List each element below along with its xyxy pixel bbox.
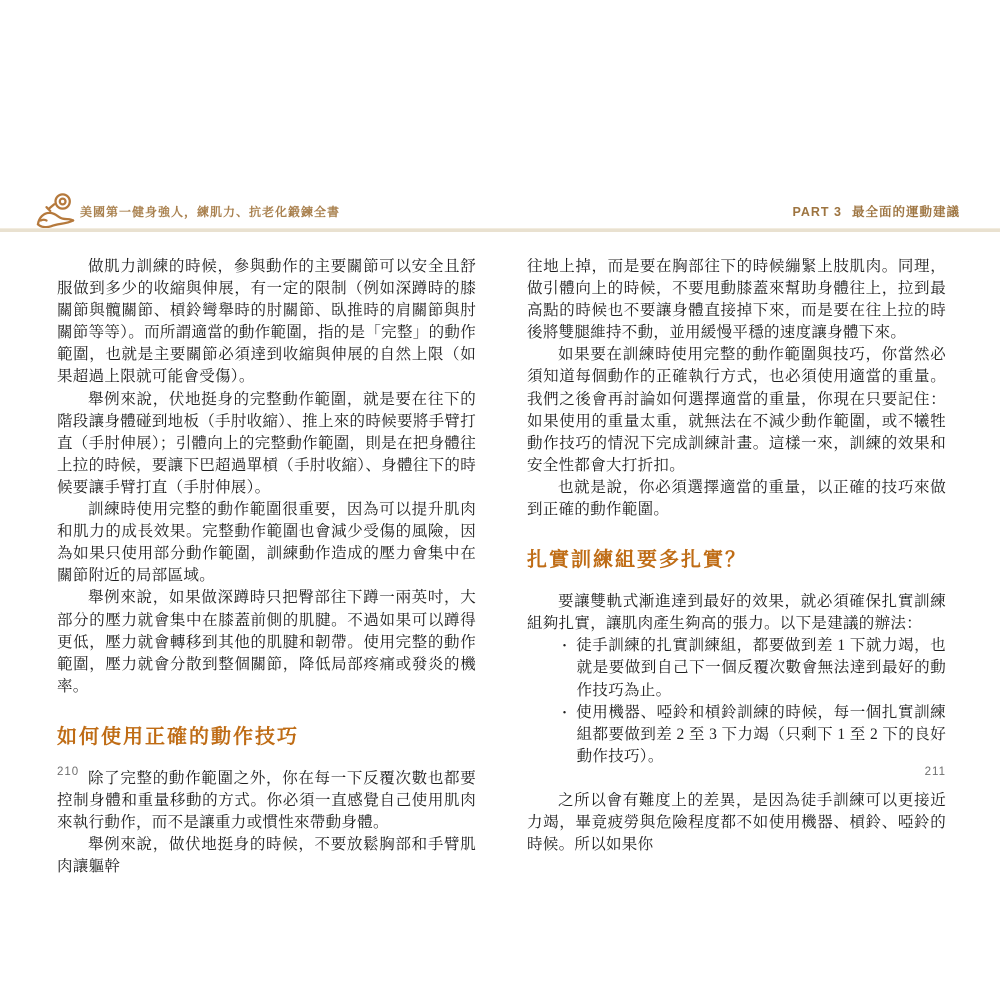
section-heading: 如何使用正確的動作技巧: [57, 725, 299, 748]
paragraph: 也就是說，你必須選擇適當的重量，以正確的技巧來做到正確的動作範圍。: [527, 478, 946, 519]
flexed-arm-dumbbell-icon: [34, 192, 78, 230]
section-heading: 扎實訓練組要多扎實？: [527, 549, 747, 572]
left-page-column: [57, 256, 476, 878]
continuation-paragraph: 往地上掉，而是要在胸部往下的時候繃緊上肢肌肉。同理，做引體向上的時候，不要甩動膝蓋來幫助身體往上，拉到最高點的時候也不要讓身體直接掉下來，而是要在往上拉的時後將雙腿維持不動，並用緩慢平穩的速度讓身體下來。: [527, 258, 946, 342]
paragraph: 舉例來說，做伏地挺身的時候，不要放鬆胸部和手臂肌肉讓軀幹: [57, 836, 476, 876]
paragraph: 舉例來說，伏地挺身的完整動作範圍，就是要在往下的階段讓身體碰到地板（手肘收縮）、推上來的時候要將手臂打直（手肘伸展）；引體向上的完整動作範圍，則是在把身體往上拉的時候，要讓下巴超過單槓（手肘收縮）、身體往下的時候要讓手臂打直（手肘伸展）。: [57, 390, 476, 496]
paragraph: 除了完整的動作範圍之外，你在每一下反覆次數也都要控制身體和重量移動的方式。你必須一直感覺自己使用肌肉來執行動作，而不是讓重力或慣性來帶動身體。: [57, 769, 476, 832]
bullet-marker: ・: [558, 638, 572, 654]
paragraph: 要讓雙軌式漸進達到最好的效果，就必須確保扎實訓練組夠扎實，讓肌肉產生夠高的張力。以下是建議的辦法：: [527, 593, 946, 633]
left-page-number: 210: [57, 766, 80, 778]
right-page-number: 211: [924, 766, 946, 778]
bullet-marker: ・: [558, 704, 572, 720]
header-divider: [0, 228, 1000, 232]
part-title: [792, 202, 960, 220]
paragraph: 訓練時使用完整的動作範圍很重要，因為可以提升肌肉和肌力的成長效果。完整動作範圍也會減少受傷的風險，因為如果只使用部分動作範圍，訓練動作造成的壓力會集中在關節附近的局部區域。: [57, 501, 476, 585]
bullet-text: 徒手訓練的扎實訓練組，都要做到差 1 下就力竭，也就是要做到自己下一個反覆次數會無法達到最好的動作技巧為止。: [576, 637, 946, 699]
part-name: 最全面的運動建議: [851, 205, 960, 219]
bullet-item: [527, 702, 946, 768]
paragraph: 舉例來說，如果做深蹲時只把臀部往下蹲一兩英吋，大部分的壓力就會集中在膝蓋前側的肌腱。不過如果可以蹲得更低，壓力就會轉移到其他的肌腱和韌帶。使用完整的動作範圍，壓力就會分散到整個關節，降低局部疼痛或發炎的機率。: [57, 589, 476, 695]
bullet-item: [527, 635, 946, 701]
book-title: 美國第一健身強人，練肌力、抗老化鍛鍊全書: [80, 205, 341, 219]
running-header: [0, 192, 1000, 228]
closing-paragraph: 之所以會有難度上的差異，是因為徒手訓練可以更接近力竭，畢竟疲勞與危險程度都不如使用機器、槓鈴、啞鈴的時候。所以如果你: [527, 791, 946, 854]
paragraph: 如果要在訓練時使用完整的動作範圍與技巧，你當然必須知道每個動作的正確執行方式，也必須使用適當的重量。我們之後會再討論如何選擇適當的重量，你現在只要記住：如果使用的重量太重，就無法在不減少動作範圍，或不犧牲動作技巧的情況下完成訓練計畫。這樣一來，訓練的效果和安全性都會大打折扣。: [527, 346, 946, 474]
part-label: PART 3: [792, 205, 842, 219]
paragraph: 做肌力訓練的時候，參與動作的主要關節可以安全且舒服做到多少的收縮與伸展，有一定的限制（例如深蹲時的膝關節與髖關節、槓鈴彎舉時的肘關節、臥推時的肩關節與肘關節等等）。而所謂適當的動作範圍，指的是「完整」的動作範圍，也就是主要關節必須達到收縮與伸展的自然上限（如果超過上限就可能會受傷）。: [57, 258, 476, 386]
bullet-text: 使用機器、啞鈴和槓鈴訓練的時候，每一個扎實訓練組都要做到差 2 至 3 下力竭（只剩下 1 至 2 下的良好動作技巧）。: [576, 703, 946, 765]
